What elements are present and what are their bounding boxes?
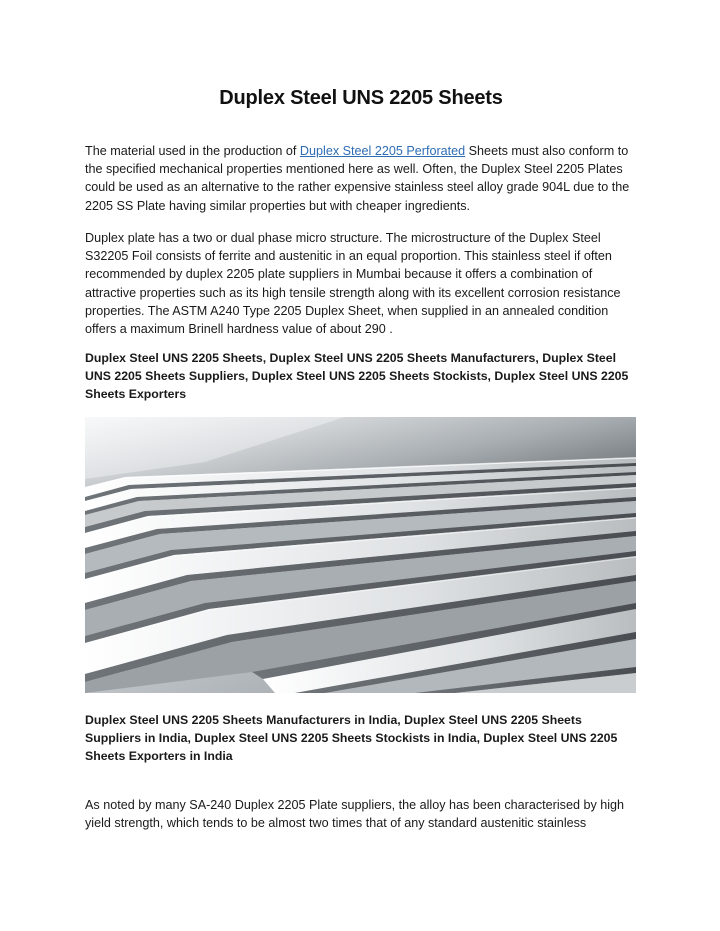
intro-paragraph: [85, 142, 637, 215]
india-keywords-paragraph: Duplex Steel UNS 2205 Sheets Manufacturers in India, Duplex Steel UNS 2205 Sheets Suppliers in India, Duplex Steel UNS 2205 Sheets Stockists in India, Duplex Steel UNS 2205 Sheets Exporters in India: [85, 713, 618, 764]
intro-text-end: Sheets must also conform to the specified mechanical properties mentioned here as well. Often, the Duplex Steel 2205 Plates could be used as an alternative to the rather expensive stainless steel alloy grade 904L due to the 2205 SS Plate having similar properties but with cheaper ingredients.: [85, 144, 630, 213]
yield-strength-paragraph: As noted by many SA-240 Duplex 2205 Plate suppliers, the alloy has been characterised by high yield strength, which tends to be almost two times that of any standard austenitic stainless: [85, 798, 625, 831]
intro-text-start: The material used in the production of: [85, 144, 300, 158]
microstructure-paragraph: Duplex plate has a two or dual phase micro structure. The microstructure of the Duplex Steel S32205 Foil consists of ferrite and austenitic in an equal proportion. This stainless steel if often recommended by duplex 2205 plate suppliers in Mumbai because it offers a combination of attractive properties such as its high tensile strength along with its excellent corrosion resistance properties. The ASTM A240 Type 2205 Duplex Sheet, when supplied in an annealed condition offers a maximum Brinell hardness value of about 290 .: [85, 231, 621, 337]
steel-sheets-photo: [85, 417, 636, 693]
page-title: Duplex Steel UNS 2205 Sheets: [219, 87, 503, 109]
keywords-paragraph: Duplex Steel UNS 2205 Sheets, Duplex Steel UNS 2205 Sheets Manufacturers, Duplex Steel UNS 2205 Sheets Suppliers, Duplex Steel UNS 2205 Sheets Stockists, Duplex Steel UNS 2205 Sheets Exporters: [85, 351, 629, 402]
duplex-perforated-link[interactable]: Duplex Steel 2205 Perforated: [299, 144, 466, 158]
